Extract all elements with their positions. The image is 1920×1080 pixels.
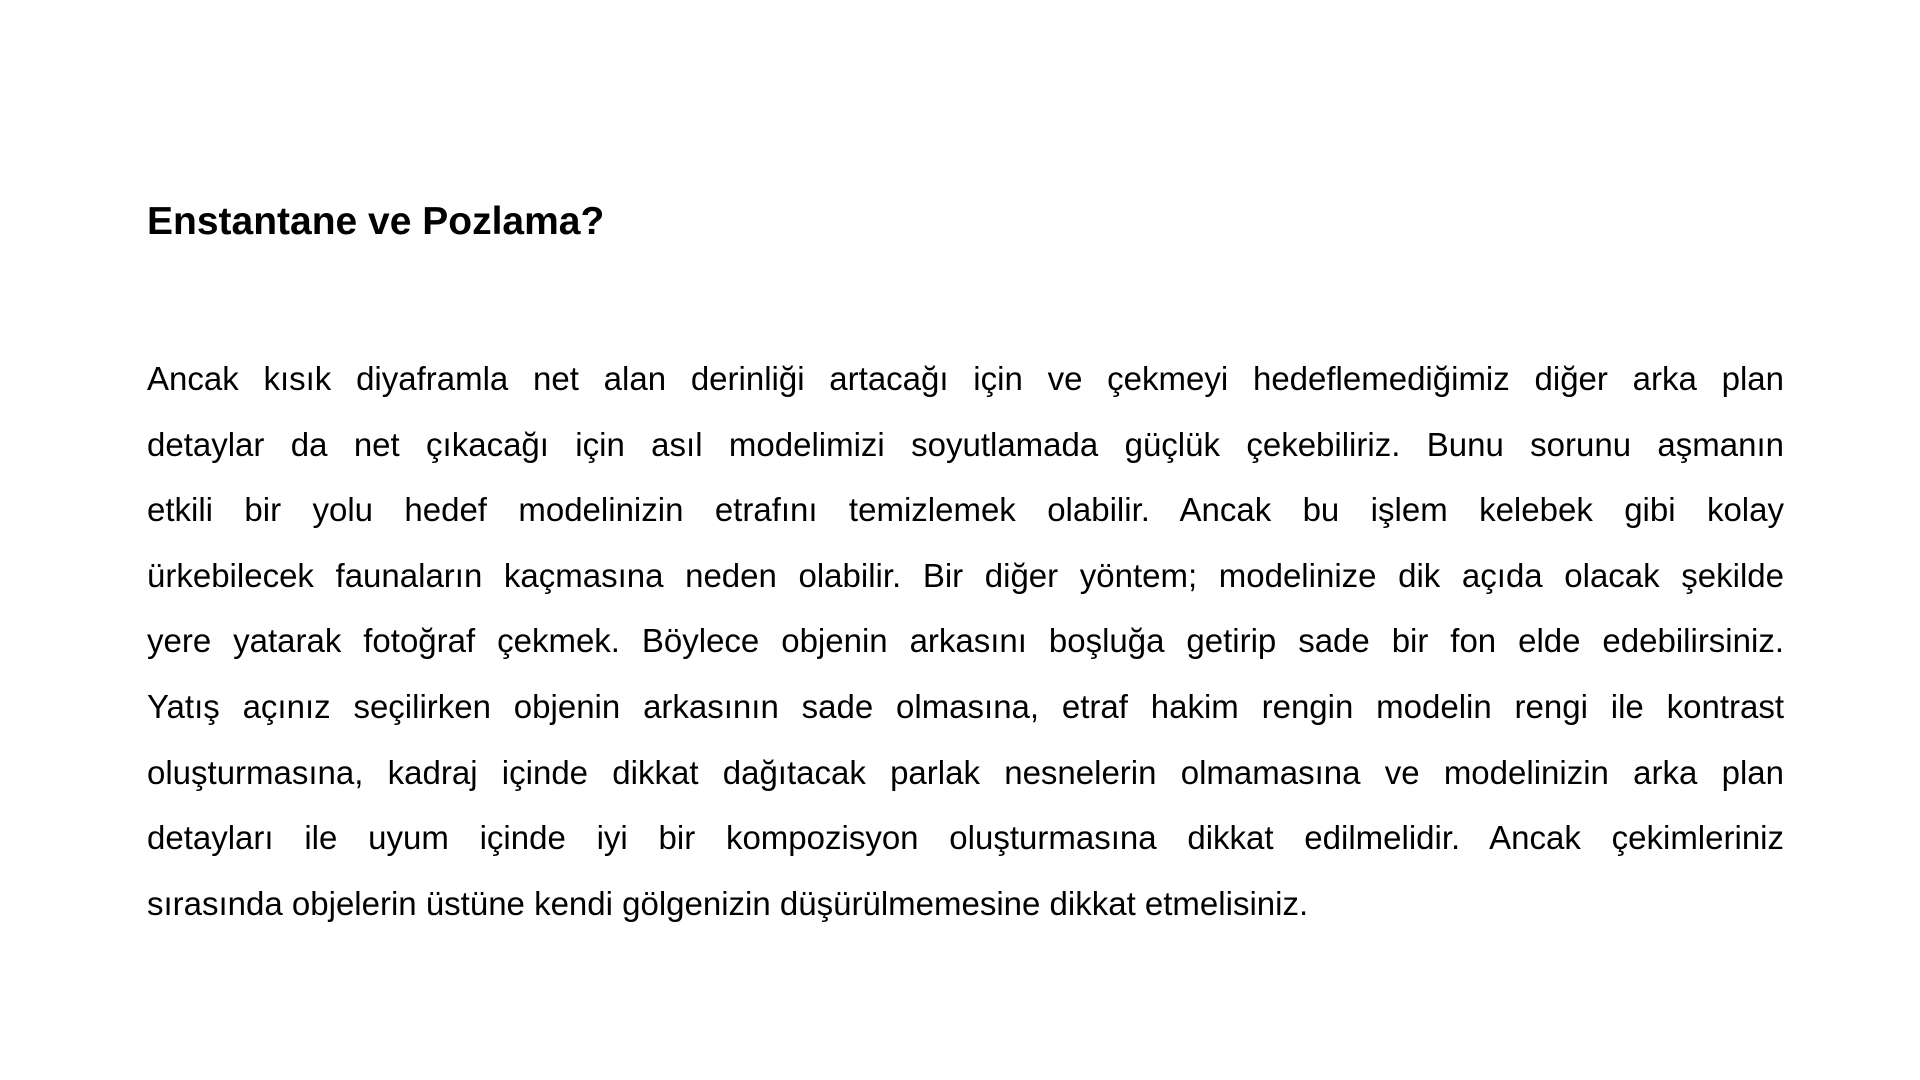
paragraph-line: detayları ile uyum içinde iyi bir kompozisyon oluşturmasına dikkat edilmelidir. Ancak çekimleriniz (147, 819, 1784, 857)
paragraph-line: Yatış açınız seçilirken objenin arkasının sade olmasına, etraf hakim rengin modelin rengi ile kontrast (147, 687, 1784, 725)
paragraph-line: yere yatarak fotoğraf çekmek. Böylece objenin arkasını boşluğa getirip sade bir fon elde edebilirsiniz. (147, 622, 1784, 660)
page-title: Enstantane ve Pozlama? (147, 200, 605, 243)
paragraph-line: ürkebilecek faunaların kaçmasına neden olabilir. Bir diğer yöntem; modelinize dik açıda olacak şekilde (147, 556, 1784, 594)
paragraph-line: Ancak kısık diyaframla net alan derinliği artacağı için ve çekmeyi hedeflemediğimiz diğer arka plan (147, 360, 1784, 397)
paragraph-line: oluşturmasına, kadraj içinde dikkat dağıtacak parlak nesnelerin olmamasına ve modelinizin arka plan (147, 753, 1784, 791)
paragraph-line: detaylar da net çıkacağı için asıl modelimizi soyutlamada güçlük çekebiliriz. Bunu sorunu aşmanın (147, 425, 1784, 463)
paragraph-line: etkili bir yolu hedef modelinizin etrafını temizlemek olabilir. Ancak bu işlem kelebek gibi kolay (147, 491, 1784, 529)
paragraph-line: sırasında objelerin üstüne kendi gölgenizin düşürülmemesine dikkat etmelisiniz. (147, 884, 1309, 922)
body-paragraph (147, 346, 1784, 936)
